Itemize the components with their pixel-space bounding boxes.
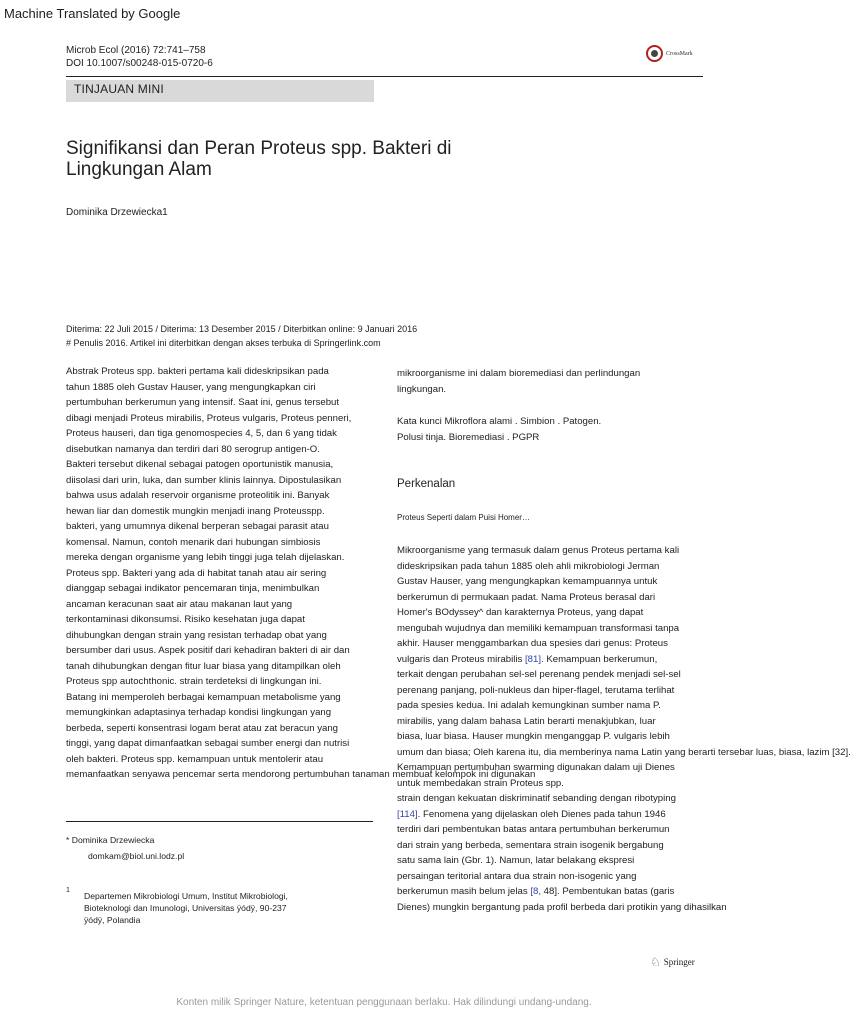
abstract-line: terkontaminasi dikonsumsi. Risiko kesehatan juga dapat — [66, 614, 305, 625]
body-line — [397, 776, 851, 792]
body-line-text: vulgaris dan Proteus mirabilis — [397, 653, 525, 665]
body-line — [397, 652, 851, 668]
body-line — [397, 822, 851, 838]
abstract-line: lingkungan. — [397, 383, 447, 395]
body-line-text: Mikroorganisme yang termasuk dalam genus Proteus pertama kali — [397, 545, 680, 556]
abstract-line: oleh bakteri. Proteus spp. kemampuan untuk mentolerir atau — [66, 753, 324, 765]
abstract-line: bersumber dari usus. Aspek positif dari kehadiran bakteri di air dan — [66, 645, 350, 656]
body-line — [397, 667, 851, 683]
abstract-line: bahwa usus adalah reservoir organisme proteolitik ini. Banyak — [66, 490, 330, 501]
body-line-text: Homer's BOdyssey^ dan karakternya Proteus, yang dapat — [397, 607, 644, 618]
crossmark-label: CrossMark — [666, 50, 693, 57]
keywords-line-1: Kata kunci Mikroflora alami . Simbion . Patogen. — [397, 416, 602, 427]
body-line-text: terdiri dari pembentukan batas antara pertumbuhan berkerumun — [397, 824, 670, 835]
abstract-line: diisolasi dari urin, luka, dan sumber klinis lainnya. Dipostulasikan — [66, 474, 342, 486]
body-line-text: pada spesies kedua. Ini adalah kemungkinan sumber nama P. — [397, 700, 661, 711]
affiliation-line-2: Bioteknologi dan Imunologi, Universitas ÿódÿ, 90-237 — [84, 903, 287, 913]
abstract-line: Proteus hauseri, dan tiga genomospecies 4, 5, dan 6 yang tidak — [66, 428, 337, 439]
crossmark-badge[interactable] — [646, 45, 693, 62]
abstract-line: mikroorganisme ini dalam bioremediasi dan perlindungan — [397, 368, 641, 379]
journal-info — [66, 44, 213, 70]
body-line-text: perenang panjang, poli-nukleus dan hiper-flagel, terutama terlihat — [397, 684, 675, 696]
body-line-text: terkait dengan perubahan sel-sel perenang pendek menjadi sel-sel — [397, 669, 681, 680]
body-line — [397, 791, 851, 807]
body-line — [397, 838, 851, 854]
abstract-line: dibagi menjadi Proteus mirabilis, Proteus vulgaris, Proteus penneri, — [66, 412, 352, 424]
body-line — [397, 559, 851, 575]
body-line-text: untuk membedakan strain Proteus spp. — [397, 777, 564, 789]
body-line-text: dari strain yang berbeda, sementara strain isogenik bergabung — [397, 839, 664, 851]
body-line-text: akhir. Hauser menggambarkan dua spesies dari genus: Proteus — [397, 638, 668, 649]
body-line — [397, 807, 851, 823]
citation-link[interactable]: [8, — [530, 886, 541, 897]
body-line-text: berkerumun di permukaan padat. Nama Proteus berasal dari — [397, 591, 656, 603]
article-type-badge: TINJAUAN MINI — [66, 80, 374, 102]
body-line-text: biasa, luar biasa. Hauser mungkin menganggap P. vulgaris lebih — [397, 731, 670, 742]
body-line-text: Kemampuan pertumbuhan swarming digunakan dalam uji Dienes — [397, 762, 675, 773]
translation-banner — [0, 0, 768, 32]
body-line — [397, 900, 851, 916]
body-line-text: Gustav Hauser, yang mengungkapkan kemampuannya untuk — [397, 576, 658, 587]
body-line-text: satu sama lain (Gbr. 1). Namun, latar belakang ekspresi — [397, 855, 635, 866]
affiliation-marker: 1 — [66, 887, 70, 894]
body-line — [397, 714, 851, 730]
keywords-line-2: Polusi tinja. Bioremediasi . PGPR — [397, 431, 540, 443]
abstract-line: Bakteri tersebut dikenal sebagai patogen oportunistik manusia, — [66, 459, 334, 470]
publisher-name: Springer — [663, 957, 695, 967]
article-title-line-2: Lingkungan Alam — [66, 159, 212, 180]
body-line — [397, 729, 851, 745]
body-line-text: . Kemampuan berkerumun, — [541, 653, 658, 665]
body-line — [397, 574, 851, 590]
body-line-text: 48]. Pembentukan batas (garis — [540, 886, 675, 897]
body-line — [397, 543, 851, 559]
section-subheading: Proteus Seperti dalam Puisi Homer… — [397, 513, 530, 522]
body-line — [397, 621, 851, 637]
springer-horse-icon: ♘ — [650, 955, 661, 969]
abstract-line: berbeda, seperti konsentrasi logam berat atau zat beracun yang — [66, 722, 338, 734]
abstract-line: Abstrak Proteus spp. bakteri pertama kali dideskripsikan pada — [66, 366, 329, 377]
body-line — [397, 760, 851, 776]
body-line — [397, 853, 851, 869]
copyright-notice: Konten milik Springer Nature, ketentuan penggunaan berlaku. Hak dilindungi undang-undang. — [176, 997, 592, 1008]
footnote-rule — [66, 821, 373, 822]
affiliation — [66, 886, 288, 926]
journal-doi[interactable]: DOI 10.1007/s00248-015-0720-6 — [66, 58, 213, 69]
article-title-line-1: Signifikansi dan Peran Proteus spp. Bakteri di — [66, 138, 452, 159]
abstract-line: Proteus spp. Bakteri yang ada di habitat tanah atau air sering — [66, 567, 327, 579]
abstract-line: dihubungkan dengan strain yang resistan terhadap obat yang — [66, 629, 327, 641]
license-statement: # Penulis 2016. Artikel ini diterbitkan dengan akses terbuka di Springerlink.com — [66, 338, 381, 348]
abstract-continuation — [397, 366, 768, 397]
keywords — [397, 414, 601, 445]
abstract-line: pertumbuhan berkerumun yang intensif. Saat ini, genus tersebut — [66, 397, 340, 408]
body-line — [397, 605, 851, 621]
body-line-text: berkerumun masih belum jelas — [397, 886, 531, 897]
body-line — [397, 590, 851, 606]
abstract-line: memanfaatkan senyawa pencemar serta mendorong pertumbuhan tanaman membuat kelompok ini digunakan — [66, 769, 536, 780]
abstract-line: komensal. Namun, contoh menarik dari hubungan simbiosis — [66, 536, 321, 548]
body-line — [397, 745, 851, 761]
body-line-text: strain dengan kekuatan diskriminatif sebanding dengan ribotyping — [397, 793, 676, 804]
header-rule — [66, 76, 703, 77]
affiliation-line-1: Departemen Mikrobiologi Umum, Institut Mikrobiologi, — [84, 891, 288, 901]
body-line — [397, 698, 851, 714]
author-name: Dominika Drzewiecka1 — [66, 207, 168, 218]
body-line — [397, 869, 851, 885]
abstract-line: disebutkan namanya dan terdiri dari 80 serogrup antigen-O. — [66, 443, 320, 455]
abstract-line: tahun 1885 oleh Gustav Hauser, yang mengungkapkan ciri — [66, 381, 316, 393]
machine-translated-label: Machine Translated by Google — [4, 6, 181, 21]
body-line — [397, 884, 851, 900]
publisher-logo — [650, 955, 695, 969]
article-history — [66, 322, 417, 350]
abstract-line: Proteus spp autochthonic. strain terdeteksi di lingkungan ini. — [66, 676, 322, 687]
citation-link[interactable]: [81] — [524, 653, 541, 665]
affiliation-line-3: ÿódÿ, Polandia — [84, 915, 141, 925]
abstract-line: tanah dihubungkan dengan fitur luar biasa yang ditampilkan oleh — [66, 660, 341, 672]
journal-citation: Microb Ecol (2016) 72:741–758 — [66, 45, 206, 56]
abstract-line: memungkinkan adaptasinya terhadap kondisi lingkungan yang — [66, 707, 332, 718]
body-line-text: mengubah wujudnya dan memiliki kemampuan transformasi tanpa — [397, 622, 680, 634]
body-line-text: mirabilis, yang dalam bahasa Latin berarti menakjubkan, luar — [397, 715, 656, 727]
publication-dates: Diterima: 22 Juli 2015 / Diterima: 13 Desember 2015 / Diterbitkan online: 9 Januari 2016 — [66, 324, 418, 334]
article-title — [66, 138, 546, 180]
body-line — [397, 683, 851, 699]
abstract-line: ancaman keracunan saat air atau makanan laut yang — [66, 598, 293, 610]
body-line-text: umum dan biasa; Oleh karena itu, dia memberinya nama Latin yang berarti tersebar luas, biasa, lazim [32]. — [397, 746, 851, 758]
correspondence-author: * Dominika Drzewiecka — [66, 835, 155, 845]
crossmark-icon — [646, 45, 663, 62]
body-line-text: Dienes) mungkin bergantung pada profil berbeda dari protikin yang dihasilkan — [397, 901, 727, 913]
abstract-line: hewan liar dan domestik mungkin menjadi inang Proteusspp. — [66, 505, 325, 517]
body-line-text: persaingan teritorial antara dua strain non-isogenic yang — [397, 870, 637, 882]
citation-link[interactable]: [114] — [397, 808, 418, 820]
body-line-text: dideskripsikan pada tahun 1885 oleh ahli mikrobiologi Jerman — [397, 560, 660, 572]
abstract-line: dianggap sebagai indikator pencemaran tinja, menimbulkan — [66, 583, 320, 594]
introduction-body — [397, 543, 851, 915]
abstract-line: mereka dengan organisme yang lebih tinggi juga telah dijelaskan. — [66, 552, 345, 563]
correspondence — [66, 834, 184, 862]
body-line-text: . Fenomena yang dijelaskan oleh Dienes pada tahun 1946 — [417, 808, 666, 820]
body-line — [397, 636, 851, 652]
correspondence-email[interactable]: domkam@biol.uni.lodz.pl — [88, 851, 185, 861]
abstract-line: bakteri, yang umumnya dikenal berperan sebagai parasit atau — [66, 521, 329, 532]
abstract-line: Batang ini memperoleh berbagai kemampuan metabolisme yang — [66, 691, 341, 703]
section-heading-introduction: Perkenalan — [397, 478, 456, 490]
abstract-line: tinggi, yang dapat dimanfaatkan sebagai sumber energi dan nutrisi — [66, 738, 350, 749]
